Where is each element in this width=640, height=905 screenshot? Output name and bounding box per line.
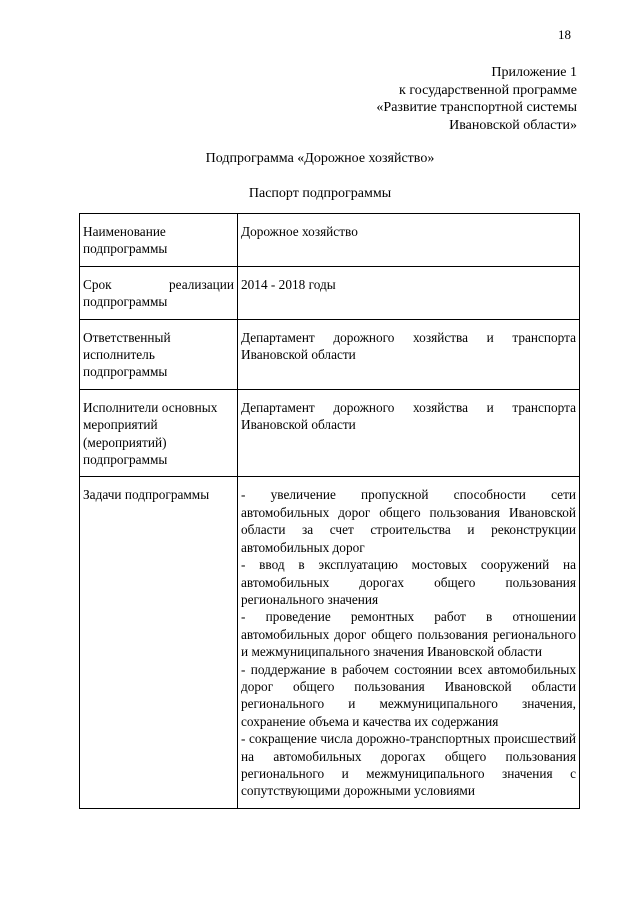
row-label: Наименование подпрограммы — [80, 214, 238, 267]
task-item: - проведение ремонтных работ в отношении автомобильных дорог общего пользования регионального и межмуниципального значения Ивановской области — [241, 609, 576, 660]
passport-table — [79, 213, 580, 809]
row-label: Срок реализации подпрограммы — [80, 266, 238, 319]
row-value: Дорожное хозяйство — [238, 214, 580, 267]
row-value: Департамент дорожного хозяйства и транспорта Ивановской области — [238, 319, 580, 389]
row-value: 2014 - 2018 годы — [238, 266, 580, 319]
appendix-line: Ивановской области» — [449, 117, 577, 133]
passport-title: Паспорт подпрограммы — [248, 186, 392, 201]
table-row — [80, 214, 580, 267]
row-label: Исполнители основных мероприятий (мероприятий) подпрограммы — [80, 389, 238, 477]
table-row — [80, 266, 580, 319]
table-row — [80, 319, 580, 389]
row-label: Ответственный исполнитель подпрограммы — [80, 319, 238, 389]
task-item: - поддержание в рабочем состоянии всех автомобильных дорог общего пользования Ивановской области регионального и межмуниципального значения, сохранение объема и качества их содержания — [241, 661, 576, 729]
appendix-line: Приложение 1 — [491, 65, 577, 80]
appendix-line: к государственной программе — [399, 82, 577, 98]
page-number: 18 — [558, 27, 571, 42]
subprogram-title: Подпрограмма «Дорожное хозяйство» — [205, 151, 435, 166]
row-label: Задачи подпрограммы — [80, 477, 238, 808]
table-row — [80, 389, 580, 477]
task-item: - сокращение числа дорожно-транспортных происшествий на автомобильных дорогах общего пользования регионального и межмуниципального значения с сопутствующими дорожными условиями — [241, 731, 576, 799]
appendix-line: «Развитие транспортной системы — [376, 100, 577, 115]
appendix-header — [376, 64, 577, 134]
task-item: - ввод в эксплуатацию мостовых сооружений на автомобильных дорогах общего пользования регионального значения — [241, 557, 576, 607]
task-item: - увеличение пропускной способности сети автомобильных дорог общего пользования Ивановской области за счет строительства и реконструкции автомобильных дорог — [241, 487, 576, 555]
row-value: Департамент дорожного хозяйства и транспорта Ивановской области — [238, 389, 580, 477]
table-row — [80, 477, 580, 808]
tasks-cell — [238, 477, 580, 808]
